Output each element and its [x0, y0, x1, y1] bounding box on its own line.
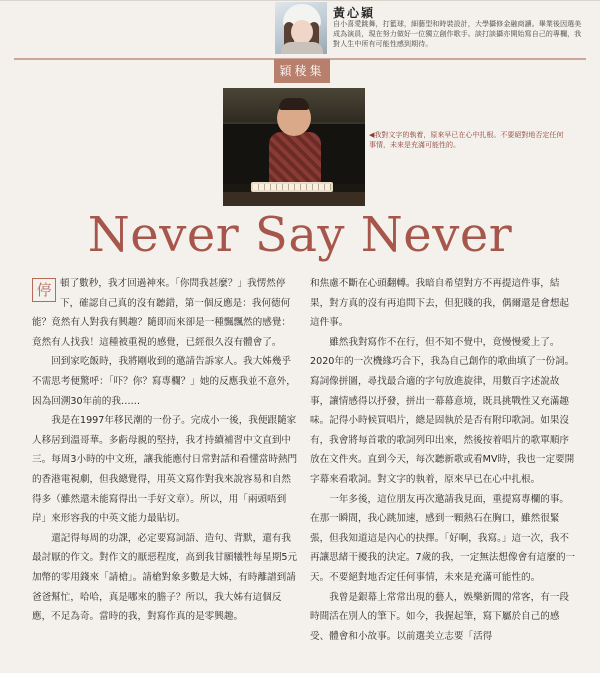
childhood-photo — [223, 88, 365, 206]
author-portrait — [275, 2, 327, 54]
paragraph: 雖然我對寫作不在行，但不知不覺中，竟慢慢愛上了。2020年的一次機緣巧合下，我為自己創作的歌曲填了一份詞。寫詞像拼圖，尋找最合適的字句放進旋律，用數百字述說故事，讓情感得以抒發，拼出一幕幕意境，既具挑戰性又充滿趣味。記得小時候買唱片，總是固執於是否有附印歌詞。如果沒有，我會將每首歌的歌詞列印出來，然後按着唱片的歌單順序放在文件夾。直到今天，每次聽新歌或看MV時，我也一定要開字幕來看歌詞。對文字的執着，原來早已在心中扎根。 — [310, 336, 575, 485]
photo-caption: ◀我對文字的執着，原來早已在心中扎根。不要絕對地否定任何事情，未來是充滿可能性的。 — [369, 131, 564, 149]
article-title: Never Say Never — [87, 207, 513, 263]
top-hairline — [0, 0, 600, 1]
paragraph: 和焦慮不斷在心頭翻轉。我暗自希望對方不再提這件事，結果，對方真的沒有再追問下去，但犯賤的我，偶爾還是會想起這件事。 — [310, 278, 570, 329]
paragraph: 還記得每周的功課，必定要寫詞語、造句、背默，還有我最討厭的作文。對作文的厭惡程度，高到我甘願犧牲每星期5元加幣的零用錢來「請槍」。請槍對象多數是大姊，有時離譜到請爸爸幫忙，哈哈，真是哪來的膽子？所以，我大姊有這個反應，不足為奇。當時的我，對寫作真的是零興趣。 — [32, 532, 298, 623]
author-bio: 自小喜愛跳舞，打籃球，細藝型和時裝設計，大學攝修金融商讀。畢業後因選美成為演員，現在努力做好一位獨立創作歌手。談打談攝亦開始寫自己的專欄，我對人生中所有可能性感到期待。 — [333, 19, 582, 48]
author-name: 黃心穎 — [333, 6, 376, 20]
article-left-column — [32, 274, 300, 627]
paragraph: 停 頓了數秒，我才回過神來。「你問我甚麼？」我愣然停下，確認自己真的沒有聽錯，第一個反應是：我何德何能？竟然有人對我有興趣？隨即而來卻是一種飄飄然的感覺：竟然有人找我！這種被重視的感覺，已經很久沒有體會了。 — [32, 278, 292, 348]
drop-cap: 停 — [32, 278, 56, 302]
paragraph: 我是在1997年移民潮的一份子。完成小一後，我便跟隨家人移居到溫哥華。多虧母親的堅持，我才持續補習中文直到中三。每周3小時的中文班，讓我能應付日常對話和看懂當時熱門的香港電視劇，但我總覺得，用英文寫作對我來說容易和自然得多（雖然還未能寫得出一手好文章）。所以，用「兩頭唔到岸」來形容我的中英文能力最貼切。 — [32, 415, 298, 525]
paragraph: 回到家吃飯時，我將剛收到的邀請告訴家人。我大姊幾乎不需思考便驚呼：「吓？你？寫專欄？」她的反應我並不意外，因為回溯30年前的我…… — [32, 356, 296, 407]
paragraph: 我曾是銀幕上常常出現的藝人，娛樂新聞的常客，有一段時間活在別人的筆下。如今，我握起筆，寫下屬於自己的感受、體會和小故事。以前選美立志要「活得 — [310, 591, 570, 642]
article-right-column — [310, 274, 578, 646]
paragraph: 一年多後，這位朋友再次邀請我見面，重提寫專欄的事。在那一瞬間，我心跳加速，感到一顆熱石在胸口，雖然很緊張，但我知道這是內心的抉擇。「好啊，我寫。」這一次，我不再讓思緒干擾我的決定。7歲的我，一定無法想像會有這麼的一天。不要絕對地否定任何事情，未來是充滿可能性的。 — [310, 493, 576, 583]
column-name-tag: 穎稜集 — [274, 59, 330, 83]
